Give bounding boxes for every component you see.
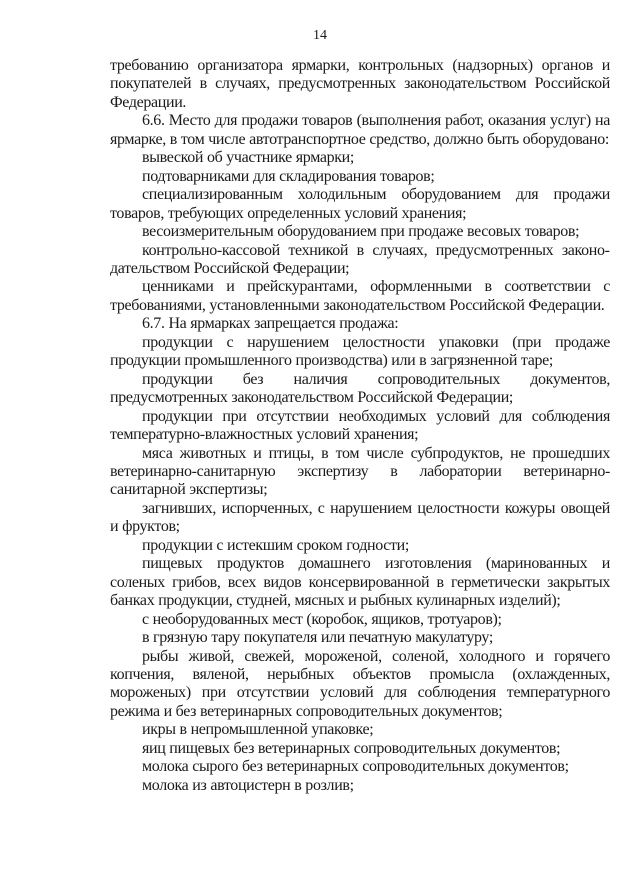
list-item: весоизмерительным оборудованием при продаже весовых товаров; (142, 223, 580, 241)
list-item: молока сырого без ветеринарных сопроводительных документов; (142, 758, 569, 776)
list-item: подтоварниками для складирования товаров; (142, 167, 435, 185)
list-item: молока из автоцистерн в розлив; (142, 776, 354, 794)
page-number: 14 (313, 28, 327, 43)
list-item: с необорудованных мест (коробок, ящиков, тротуаров); (142, 610, 502, 628)
list-item: продукции с истекшим сроком годности; (142, 536, 409, 554)
clause-6-6-heading: 6.6. Место для продажи товаров (выполнения работ, оказания услуг) на ярмарке, в том числе автотранспортное средство, должно быть оборудовано: (110, 112, 610, 148)
clause-6-7-heading: 6.7. На ярмарках запрещается продажа: (142, 315, 399, 333)
list-item: загнивших, испорченных, с нарушением целостности кожуры овощей и фруктов; (110, 499, 610, 536)
list-item: продукции при отсутствии необходимых условий для соблюдения температурно-влажностных условий хранения; (110, 407, 610, 444)
list-item: ценниками и прейскурантами, оформленными в соответствии с требованиями, установленными законодательством Российской Федерации. (110, 278, 610, 314)
document-body (110, 57, 610, 795)
list-item: пищевых продуктов домашнего изготовления (маринованных и соленых грибов, всех видов консервированной в герметически закрытых банках продукции, студней, мясных и рыбных кулинарных изделий); (110, 555, 610, 610)
list-item: рыбы живой, свежей, мороженой, соленой, холодного и горячего копчения, вяленой, нерыбных объектов промысла (охлажденных, мороженых) при отсутствии условий для соблюдения температурного режима и без ветеринарных сопроводительных документов; (110, 647, 610, 720)
list-item: контрольно-кассовой техникой в случаях, предусмотренных законодательством Российской Федерации; (110, 241, 610, 277)
paragraph-continuation: требованию организатора ярмарки, контрольных (надзорных) органов и покупателей в случаях, предусмотренных законодательством Российской Федерации. (110, 57, 610, 111)
list-item: яиц пищевых без ветеринарных сопроводительных документов; (142, 739, 561, 757)
list-item: продукции без наличия сопроводительных документов, предусмотренных законодательством Российской Федерации; (110, 370, 610, 407)
list-item: продукции с нарушением целостности упаковки (при продаже продукции промышленного производства) или в загрязненной таре; (110, 333, 610, 370)
list-item: мяса животных и птицы, в том числе субпродуктов, не прошедших ветеринарно-санитарную экспертизу в лаборатории ветеринарно-санитарной экспертизы; (110, 444, 610, 499)
list-item: икры в непромышленной упаковке; (142, 721, 374, 739)
list-item: специализированным холодильным оборудованием для продажи товаров, требующих определенных условий хранения; (110, 186, 610, 222)
list-item: в грязную тару покупателя или печатную макулатуру; (142, 629, 493, 647)
list-item: вывеской об участнике ярмарки; (142, 149, 354, 167)
